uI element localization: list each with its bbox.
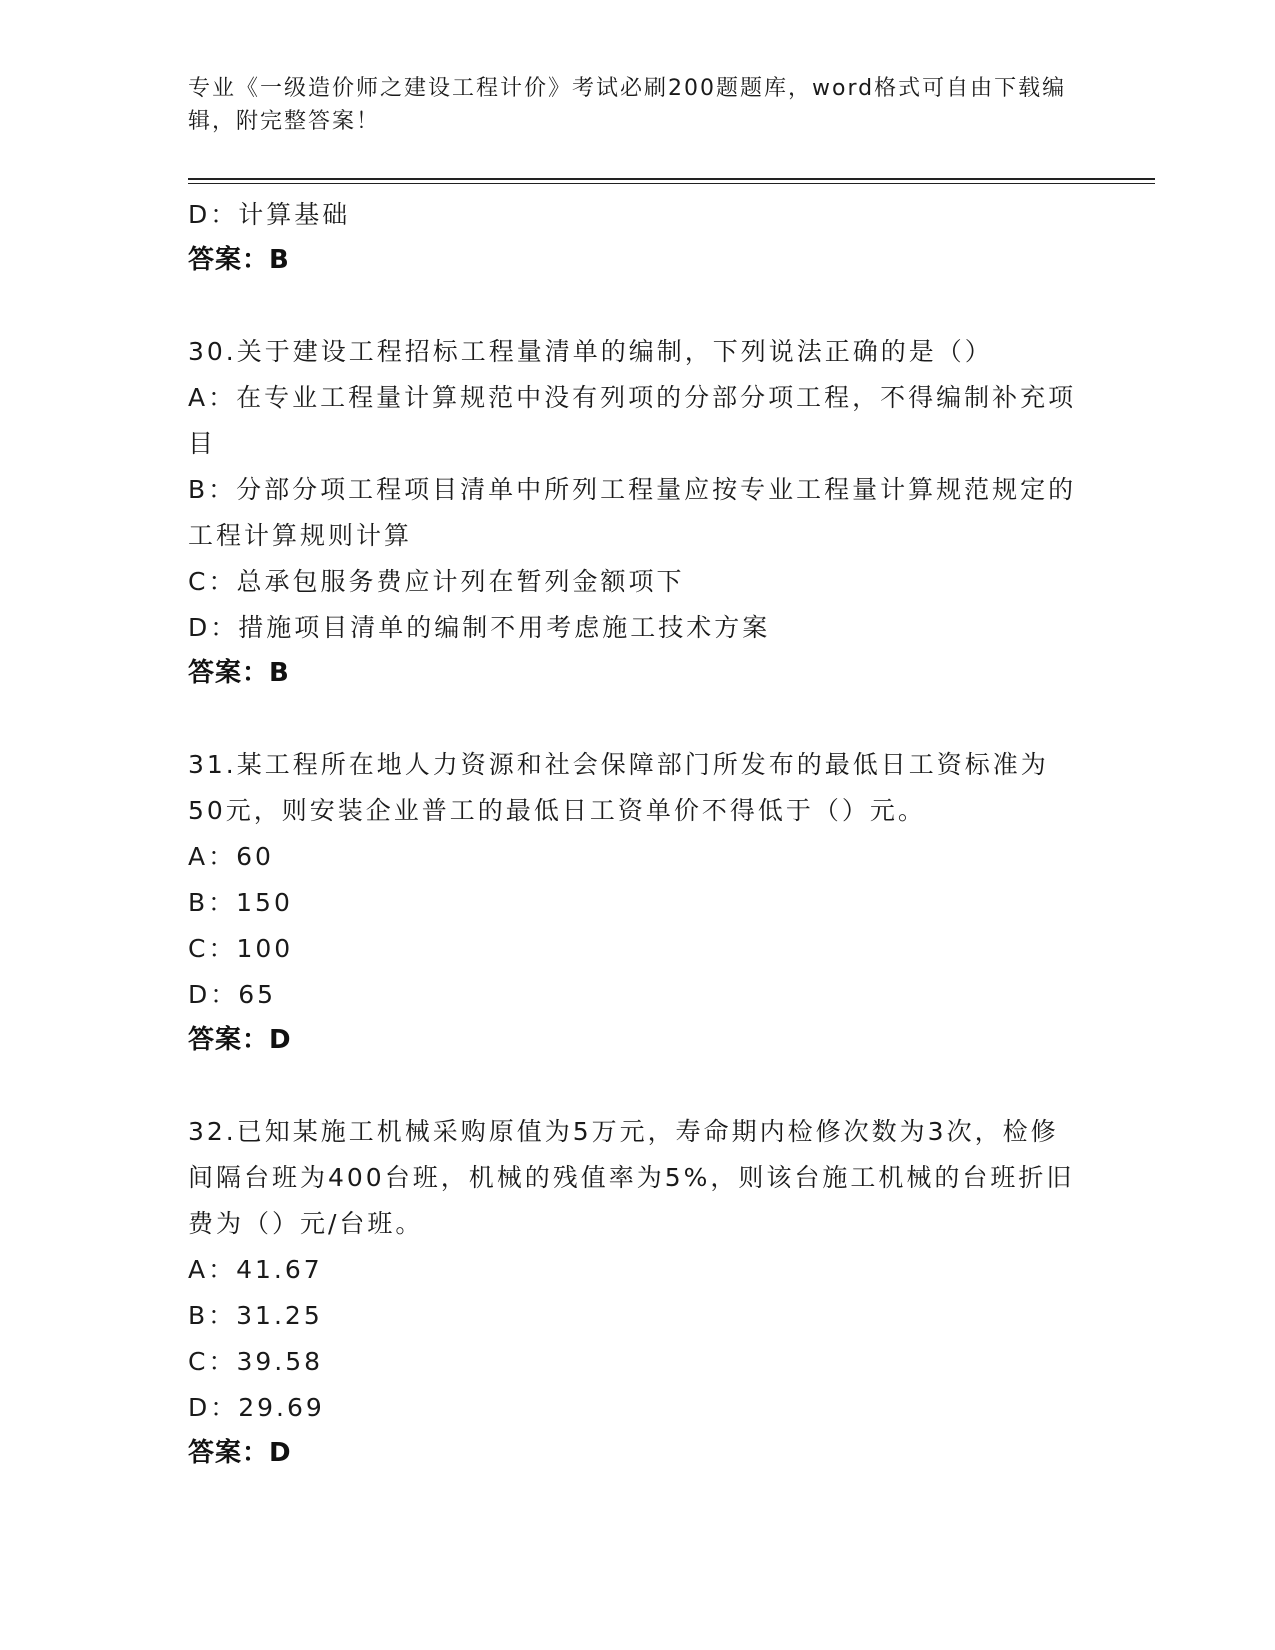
question-32 [188, 1109, 1078, 1475]
option-c: C：39.58 [188, 1347, 324, 1376]
question-text: 31.某工程所在地人力资源和社会保障部门所发布的最低日工资标准为50元，则安装企业普工的最低日工资单价不得低于（）元。 [188, 750, 1049, 825]
option-b: B：31.25 [188, 1301, 323, 1330]
option-a: A：60 [188, 842, 274, 871]
question-text: 30.关于建设工程招标工程量清单的编制，下列说法正确的是（） [188, 337, 993, 366]
option-c: C：100 [188, 934, 294, 963]
answer-label: 答案：D [188, 1025, 292, 1055]
question-29-tail [188, 192, 1078, 282]
option-b: B：分部分项工程项目清单中所列工程量应按专业工程量计算规范规定的工程计算规则计算 [188, 475, 1077, 550]
option-a: A：在专业工程量计算规范中没有列项的分部分项工程，不得编制补充项目 [188, 383, 1077, 458]
option-d: D：29.69 [188, 1393, 325, 1422]
question-list [188, 192, 1078, 1475]
header-divider [188, 178, 1155, 180]
option-d: D：65 [188, 980, 277, 1009]
option-d: D：计算基础 [188, 200, 351, 229]
question-31 [188, 742, 1078, 1062]
answer-label: 答案：D [188, 1438, 292, 1468]
option-c: C：总承包服务费应计列在暂列金额项下 [188, 567, 685, 596]
page-header: 专业《一级造价师之建设工程计价》考试必刷200题题库，word格式可自由下载编辑，附完整答案！ [188, 76, 1067, 134]
question-30 [188, 329, 1078, 695]
option-a: A：41.67 [188, 1255, 323, 1284]
header-divider-thin [188, 183, 1155, 184]
answer-label: 答案：B [188, 658, 290, 688]
question-text: 32.已知某施工机械采购原值为5万元，寿命期内检修次数为3次，检修间隔台班为400台班，机械的残值率为5%，则该台施工机械的台班折旧费为（）元/台班。 [188, 1117, 1075, 1238]
option-b: B：150 [188, 888, 293, 917]
option-d: D：措施项目清单的编制不用考虑施工技术方案 [188, 613, 771, 642]
answer-label: 答案：B [188, 245, 290, 275]
